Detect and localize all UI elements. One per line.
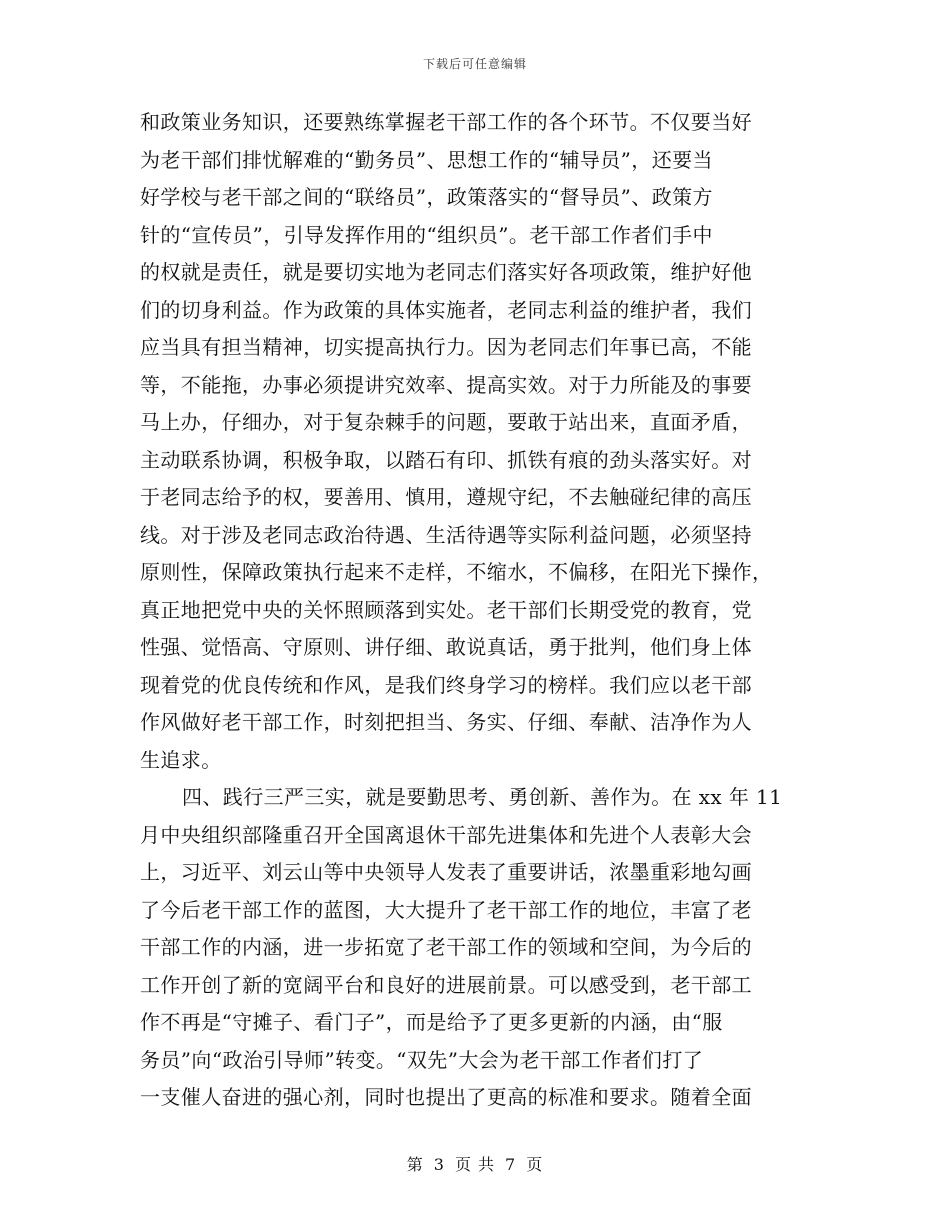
paragraph-line: 性强、觉悟高、守原则、讲仔细、敢说真话，勇于批判，他们身上体 — [140, 635, 752, 659]
paragraph-line: 主动联系协调，积极争取，以踏石有印、抓铁有痕的劲头落实好。对 — [140, 447, 752, 472]
page-header: 下载后可任意编辑 — [422, 57, 527, 71]
paragraph-line: 和政策业务知识，还要熟练掌握老干部工作的各个环节。不仅要当好 — [140, 110, 752, 134]
page-footer — [0, 1152, 950, 1175]
paragraph-line: 月中央组织部隆重召开全国离退休干部先进集体和先进个人表彰大会 — [140, 822, 752, 847]
paragraph-line: 于老同志给予的权，要善用、慎用，遵规守纪，不去触碰纪律的高压 — [140, 485, 752, 509]
paragraph-line: 线。对于涉及老同志政治待遇、生活待遇等实际利益问题，必须坚持 — [140, 522, 752, 547]
paragraph-line: 为老干部们排忧解难的“勤务员”、思想工作的“辅导员”，还要当 — [140, 147, 713, 172]
paragraph-line: 等，不能拖，办事必须提讲究效率、提高实效。对于力所能及的事要 — [140, 372, 752, 397]
paragraph-line: 原则性，保障政策执行起来不走样，不缩水，不偏移，在阳光下操作， — [140, 560, 773, 584]
paragraph-line: 好学校与老干部之间的“联络员”，政策落实的“督导员”、政策方 — [140, 185, 713, 209]
footer-suffix: 页 — [526, 1155, 544, 1174]
document-body — [140, 104, 812, 1117]
paragraph-line: 一支催人奋进的强心剂，同时也提出了更高的标准和要求。随着全面 — [140, 1085, 752, 1109]
footer-prefix: 第 — [406, 1155, 424, 1174]
paragraph-line: 务员”向“政治引导师”转变。“双先”大会为老干部工作者们打了 — [140, 1047, 704, 1072]
paragraph-line: 针的“宣传员”，引导发挥作用的“组织员”。老干部工作者们手中 — [140, 222, 713, 247]
current-page-number: 3 — [433, 1155, 445, 1174]
paragraph-line: 工作开创了新的宽阔平台和良好的进展前景。可以感受到，老干部工 — [140, 972, 752, 997]
paragraph-line: 干部工作的内涵，进一步拓宽了老干部工作的领域和空间，为今后的 — [140, 935, 752, 959]
total-pages-number: 7 — [505, 1155, 517, 1174]
paragraph-line: 生追求。 — [140, 747, 222, 772]
paragraph-line: 真正地把党中央的关怀照顾落到实处。老干部们长期受党的教育，党 — [140, 597, 752, 622]
paragraph-line: 现着党的优良传统和作风，是我们终身学习的榜样。我们应以老干部 — [140, 672, 752, 697]
paragraph-line: 们的切身利益。作为政策的具体实施者，老同志利益的维护者，我们 — [140, 297, 752, 322]
paragraph-line: 的权就是责任，就是要切实地为老同志们落实好各项政策，维护好他 — [140, 260, 752, 284]
paragraph-line: 作风做好老干部工作，时刻把担当、务实、仔细、奉献、洁净作为人 — [140, 710, 752, 734]
paragraph-line: 作不再是“守摊子、看门子”，而是给予了更多更新的内涵，由“服 — [140, 1010, 723, 1034]
paragraph-line: 四、践行三严三实，就是要勤思考、勇创新、善作为。在 xx 年 11 — [182, 785, 783, 809]
paragraph-line: 了今后老干部工作的蓝图，大大提升了老干部工作的地位，丰富了老 — [140, 897, 752, 922]
paragraph-line: 上，习近平、刘云山等中央领导人发表了重要讲话，浓墨重彩地勾画 — [140, 860, 752, 884]
footer-middle: 页 共 — [454, 1155, 496, 1174]
paragraph-line: 应当具有担当精神，切实提高执行力。因为老同志们年事已高，不能 — [140, 335, 752, 359]
paragraph-line: 马上办，仔细办，对于复杂棘手的问题，要敢于站出来，直面矛盾， — [140, 410, 752, 434]
